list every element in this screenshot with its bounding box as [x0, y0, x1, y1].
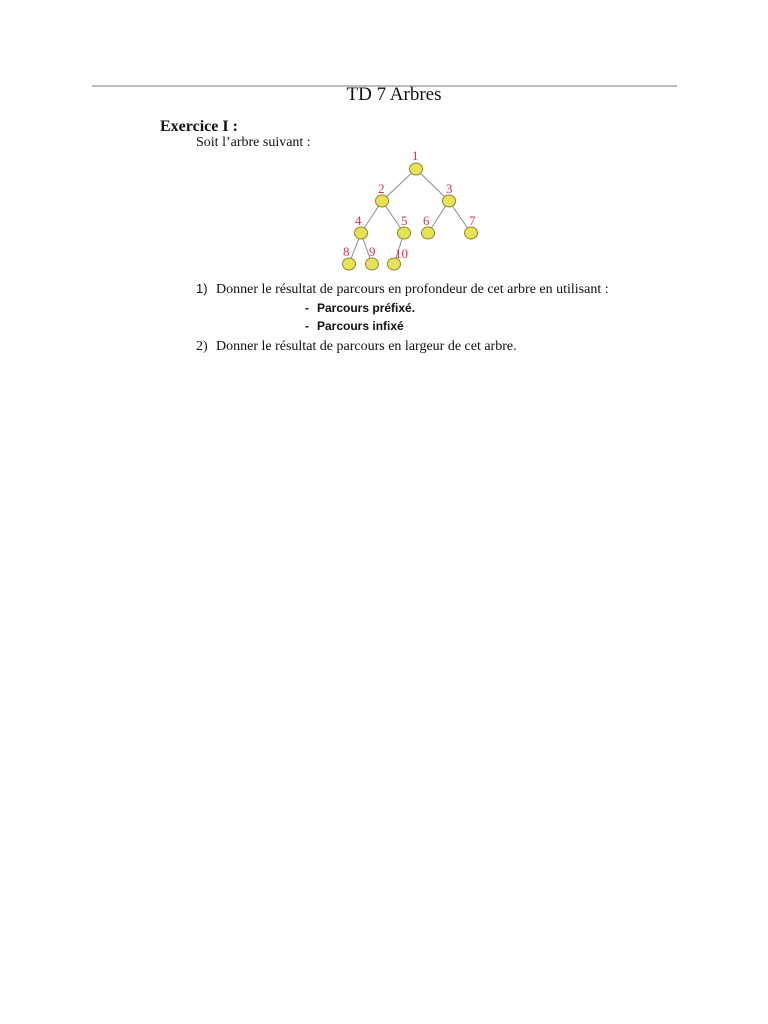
- tree-node-label: 1: [412, 148, 419, 163]
- tree-edge: [416, 169, 449, 201]
- question-2: [196, 338, 517, 356]
- question-text: Donner le résultat de parcours en largeur de cet arbre.: [216, 339, 517, 354]
- binary-tree-diagram: [0, 0, 768, 300]
- tree-node-label: 10: [395, 246, 408, 261]
- exercise-intro: Soit l’arbre suivant :: [196, 135, 311, 150]
- tree-node: [422, 227, 435, 239]
- tree-node-label: 4: [355, 213, 362, 228]
- question-text: Donner le résultat de parcours en profondeur de cet arbre en utilisant :: [216, 282, 609, 297]
- tree-node-label: 5: [401, 213, 408, 228]
- tree-node: [366, 258, 379, 270]
- tree-node: [398, 227, 411, 239]
- question-number: 2): [196, 339, 208, 354]
- tree-node-label: 8: [343, 244, 350, 259]
- tree-node-label: 6: [423, 213, 430, 228]
- tree-node: [376, 195, 389, 207]
- bullet-item: [305, 300, 415, 316]
- tree-edge: [382, 169, 416, 201]
- question-1: [196, 280, 609, 299]
- bullet-text: Parcours infixé: [317, 319, 404, 333]
- tree-labels: [343, 148, 476, 261]
- tree-node-label: 9: [369, 244, 376, 259]
- tree-node-label: 3: [446, 181, 453, 196]
- exercise-heading: Exercice I :: [160, 118, 238, 135]
- bullet-dash: -: [305, 319, 309, 333]
- tree-node-label: 7: [469, 213, 476, 228]
- tree-nodes: [343, 163, 478, 270]
- tree-node: [465, 227, 478, 239]
- tree-node: [410, 163, 423, 175]
- tree-node-label: 2: [378, 181, 385, 196]
- tree-node: [343, 258, 356, 270]
- question-number: 1): [196, 281, 208, 296]
- page-title: TD 7 Arbres: [346, 84, 442, 105]
- tree-edges: [349, 169, 471, 264]
- tree-node: [355, 227, 368, 239]
- bullet-item: [305, 318, 404, 334]
- bullet-dash: -: [305, 301, 309, 315]
- bullet-text: Parcours préfixé.: [317, 301, 416, 315]
- tree-node: [443, 195, 456, 207]
